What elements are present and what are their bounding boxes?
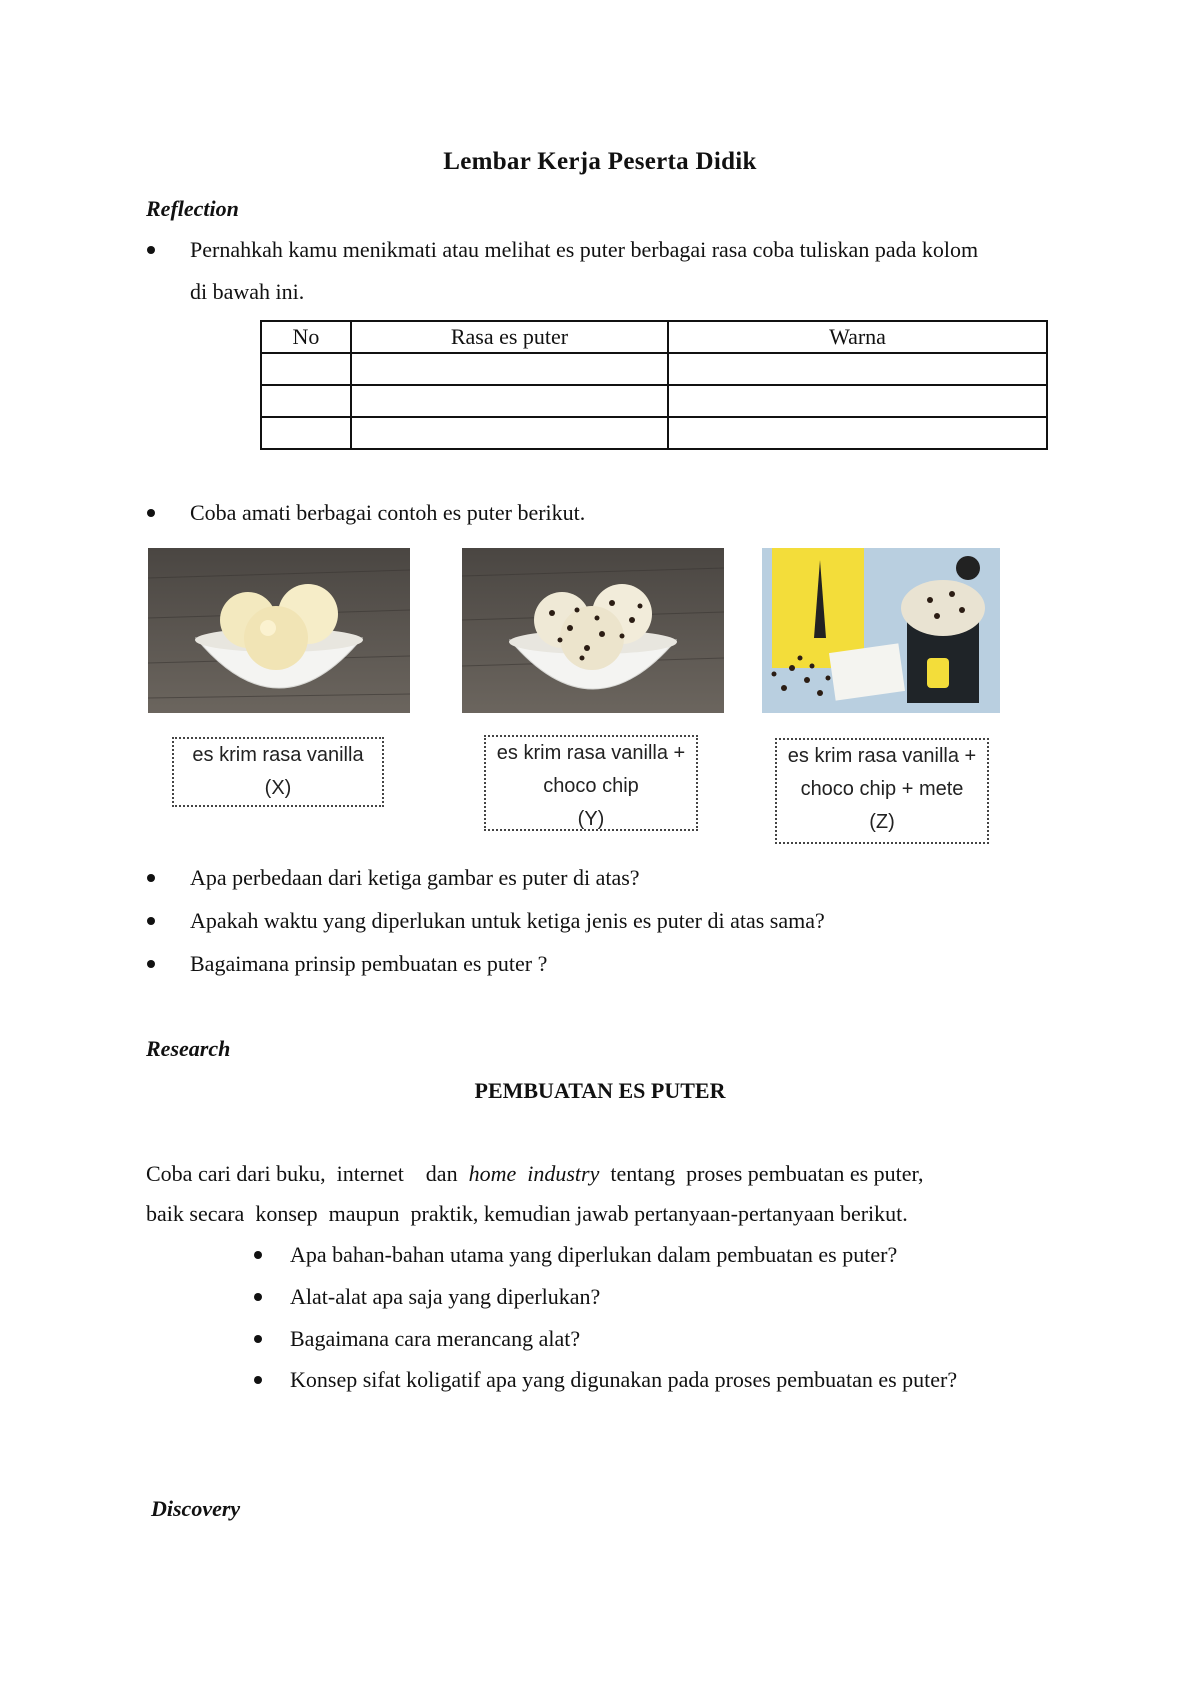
table-cell[interactable] bbox=[261, 417, 351, 449]
table-header-no: No bbox=[261, 321, 351, 353]
caption-x-line1: es krim rasa vanilla bbox=[192, 744, 364, 766]
research-subheading: PEMBUATAN ES PUTER bbox=[474, 1078, 726, 1103]
bullet bbox=[254, 1251, 262, 1259]
bullet bbox=[147, 874, 155, 882]
photo-vanilla bbox=[148, 548, 410, 713]
caption-y-line3: (Y) bbox=[577, 808, 605, 830]
caption-z bbox=[775, 738, 989, 844]
table-cell[interactable] bbox=[261, 353, 351, 385]
caption-x-line2: (X) bbox=[264, 777, 292, 799]
page-title: Lembar Kerja Peserta Didik bbox=[443, 148, 757, 175]
table-header-rasa: Rasa es puter bbox=[351, 321, 668, 353]
research-para-a: Coba cari dari buku, internet dan bbox=[146, 1161, 469, 1186]
reflection-question: Apa perbedaan dari ketiga gambar es puter di atas? bbox=[190, 865, 640, 890]
bullet bbox=[147, 917, 155, 925]
rasa-warna-table bbox=[260, 320, 1048, 450]
table-cell[interactable] bbox=[351, 385, 668, 417]
bullet bbox=[254, 1376, 262, 1384]
research-paragraph-line1 bbox=[146, 1154, 923, 1194]
bullet bbox=[254, 1293, 262, 1301]
bullet bbox=[254, 1335, 262, 1343]
bullet bbox=[147, 960, 155, 968]
table-row bbox=[261, 353, 1047, 385]
table-cell[interactable] bbox=[668, 353, 1047, 385]
research-question: Bagaimana cara merancang alat? bbox=[290, 1326, 581, 1351]
table-cell[interactable] bbox=[668, 417, 1047, 449]
reflection-intro-line1: Pernahkah kamu menikmati atau melihat es puter berbagai rasa coba tuliskan pada kolom bbox=[190, 237, 979, 262]
bullet bbox=[147, 246, 155, 254]
caption-x bbox=[172, 737, 384, 807]
table-header-row bbox=[261, 321, 1047, 353]
research-question: Alat-alat apa saja yang diperlukan? bbox=[290, 1284, 601, 1309]
table-cell[interactable] bbox=[261, 385, 351, 417]
research-heading: Research bbox=[146, 1036, 231, 1061]
table-row bbox=[261, 417, 1047, 449]
table-header-warna: Warna bbox=[668, 321, 1047, 353]
observe-text: Coba amati berbagai contoh es puter berikut. bbox=[190, 500, 586, 525]
reflection-question: Apakah waktu yang diperlukan untuk ketiga jenis es puter di atas sama? bbox=[190, 908, 825, 933]
reflection-heading: Reflection bbox=[146, 196, 239, 221]
reflection-intro-line2: di bawah ini. bbox=[190, 279, 305, 304]
bullet bbox=[147, 509, 155, 517]
caption-z-line3: (Z) bbox=[869, 811, 895, 833]
photo-choco-chip bbox=[462, 548, 724, 713]
research-question: Apa bahan-bahan utama yang diperlukan dalam pembuatan es puter? bbox=[290, 1242, 898, 1267]
caption-y-line1: es krim rasa vanilla + bbox=[496, 742, 686, 764]
discovery-heading: Discovery bbox=[151, 1496, 241, 1521]
research-para-italic: home industry bbox=[468, 1161, 600, 1186]
reflection-question: Bagaimana prinsip pembuatan es puter ? bbox=[190, 951, 548, 976]
caption-y-line2: choco chip bbox=[543, 775, 639, 797]
research-question: Konsep sifat koligatif apa yang digunakan pada proses pembuatan es puter? bbox=[290, 1367, 958, 1392]
caption-z-line1: es krim rasa vanilla + bbox=[787, 745, 977, 767]
caption-z-line2: choco chip + mete bbox=[800, 778, 964, 800]
research-paragraph-line2: baik secara konsep maupun praktik, kemudian jawab pertanyaan-pertanyaan berikut. bbox=[146, 1201, 908, 1226]
table-cell[interactable] bbox=[668, 385, 1047, 417]
table-cell[interactable] bbox=[351, 353, 668, 385]
photo-choco-chip-mete bbox=[762, 548, 1000, 713]
table-row bbox=[261, 385, 1047, 417]
table-cell[interactable] bbox=[351, 417, 668, 449]
caption-y bbox=[484, 735, 698, 831]
research-para-b: tentang proses pembuatan es puter, bbox=[599, 1161, 924, 1186]
